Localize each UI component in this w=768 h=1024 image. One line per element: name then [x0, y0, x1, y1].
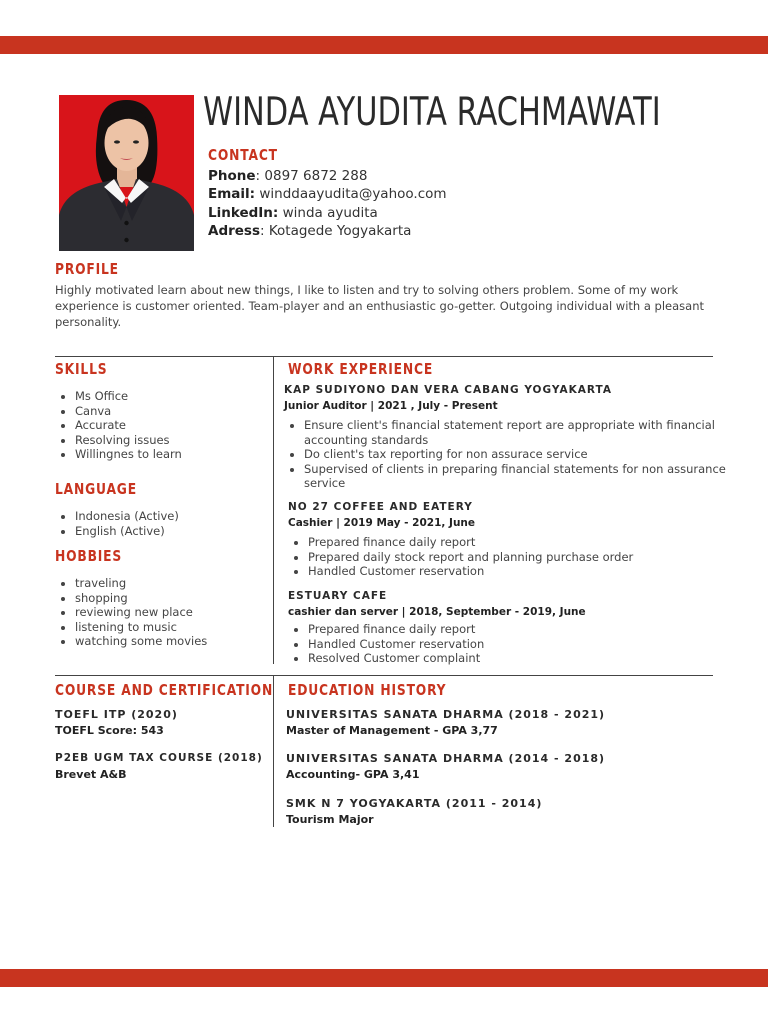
- email-label: Email:: [208, 186, 256, 202]
- list-item: • Ms Office: [75, 389, 182, 404]
- top-accent-bar: [0, 36, 768, 54]
- list-item: • Indonesia (Active): [75, 509, 179, 524]
- contact-heading: CONTACT: [208, 146, 278, 164]
- list-item: • Supervised of clients in preparing financial statements for non assurance service: [304, 462, 728, 491]
- work-heading: WORK EXPERIENCE: [288, 360, 434, 378]
- skills-heading: SKILLS: [55, 360, 108, 378]
- job-bullets: [288, 535, 728, 579]
- address-label: Adress: [208, 223, 260, 239]
- education-title: UNIVERSITAS SANATA DHARMA (2018 - 2021): [286, 708, 606, 721]
- linkedin-value: winda ayudita: [278, 205, 378, 221]
- course-title: TOEFL ITP (2020): [55, 708, 178, 721]
- contact-phone: [208, 168, 367, 184]
- list-item: • reviewing new place: [75, 605, 207, 620]
- list-item: • Handled Customer reservation: [308, 564, 728, 579]
- course-heading: COURSE AND CERTIFICATION: [55, 681, 274, 699]
- contact-linkedin: [208, 205, 378, 221]
- list-item: • Ensure client's financial statement report are appropriate with financial accounting standards: [304, 418, 728, 447]
- list-item: • Accurate: [75, 418, 182, 433]
- profile-photo: [59, 95, 194, 251]
- profile-text: Highly motivated learn about new things, I like to listen and try to solving others problem. Some of my work experience is customer oriented. Team-player and an enthusiastic go-getter. Outgoing individual with a pleasant personality.: [55, 283, 705, 329]
- hobbies-list: [55, 576, 207, 649]
- divider-vertical-bottom: [273, 675, 274, 827]
- list-item: • watching some movies: [75, 634, 207, 649]
- job-role: cashier dan server | 2018, September - 2019, June: [288, 606, 586, 618]
- list-item: • Canva: [75, 404, 182, 419]
- job-bullets: [284, 418, 728, 491]
- language-heading: LANGUAGE: [55, 480, 137, 498]
- list-item: • Prepared daily stock report and planning purchase order: [308, 550, 728, 565]
- list-item: • traveling: [75, 576, 207, 591]
- list-item: • Prepared finance daily report: [308, 535, 728, 550]
- contact-address: [208, 223, 411, 239]
- education-detail: Accounting- GPA 3,41: [286, 768, 420, 781]
- education-detail: Master of Management - GPA 3,77: [286, 724, 498, 737]
- job-role: Cashier | 2019 May - 2021, June: [288, 517, 476, 529]
- phone-label: Phone: [208, 168, 256, 184]
- list-item: • Resolved Customer complaint: [308, 651, 728, 666]
- list-item: • Prepared finance daily report: [308, 622, 728, 637]
- hobbies-heading: HOBBIES: [55, 547, 123, 565]
- divider-middle: [55, 675, 713, 676]
- job-bullets: [288, 622, 728, 666]
- list-item: • Willingnes to learn: [75, 447, 182, 462]
- job-company: KAP SUDIYONO DAN VERA CABANG YOGYAKARTA: [284, 384, 612, 396]
- profile-heading: PROFILE: [55, 260, 119, 278]
- list-item: • listening to music: [75, 620, 207, 635]
- list-item: • English (Active): [75, 524, 179, 539]
- list-item: • Do client's tax reporting for non assurace service: [304, 447, 728, 462]
- linkedin-label: LinkedIn:: [208, 205, 279, 221]
- list-item: • Resolving issues: [75, 433, 182, 448]
- job-role: Junior Auditor | 2021 , July - Present: [284, 400, 498, 412]
- email-value: winddaayudita@yahoo.com: [255, 186, 447, 202]
- contact-email: [208, 186, 447, 202]
- course-detail: Brevet A&B: [55, 768, 127, 781]
- education-detail: Tourism Major: [286, 813, 374, 826]
- job-company: NO 27 COFFEE AND EATERY: [288, 501, 473, 513]
- language-list: [55, 509, 179, 538]
- divider-vertical-top: [273, 356, 274, 664]
- bottom-accent-bar: [0, 969, 768, 987]
- course-detail: TOEFL Score: 543: [55, 724, 164, 737]
- phone-value: : 0897 6872 288: [255, 168, 368, 184]
- portrait-image: [59, 95, 194, 251]
- job-company: ESTUARY CAFE: [288, 590, 388, 602]
- education-heading: EDUCATION HISTORY: [288, 681, 447, 699]
- skills-list: [55, 389, 182, 462]
- education-title: UNIVERSITAS SANATA DHARMA (2014 - 2018): [286, 752, 606, 765]
- address-value: : Kotagede Yogyakarta: [260, 223, 412, 239]
- education-title: SMK N 7 YOGYAKARTA (2011 - 2014): [286, 797, 543, 810]
- divider-top: [55, 356, 713, 357]
- list-item: • Handled Customer reservation: [308, 637, 728, 652]
- candidate-name: WINDA AYUDITA RACHMAWATI: [203, 90, 661, 135]
- course-title: P2EB UGM TAX COURSE (2018): [55, 752, 263, 764]
- list-item: • shopping: [75, 591, 207, 606]
